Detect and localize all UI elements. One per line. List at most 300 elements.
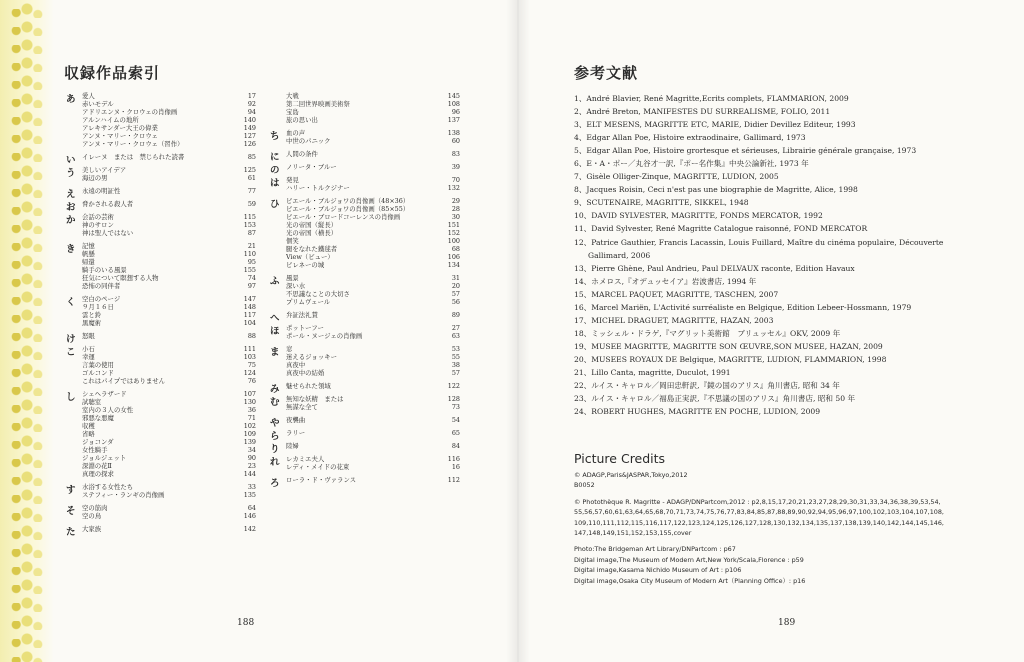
index-entries [82, 295, 256, 327]
entry-page: 125 [243, 166, 256, 174]
index-entry [286, 116, 460, 124]
index-entry [82, 153, 256, 161]
reference-item: 7、Gisèle Olliger-Zinque, MAGRITTE, LUDION, 2005 [574, 172, 779, 182]
index-entry [82, 274, 256, 282]
entry-title: レカミエ夫人 [286, 455, 325, 463]
index-entry [82, 483, 256, 491]
index-group [66, 295, 256, 327]
index-kana-heading: あ [66, 94, 76, 105]
entry-title: 真理の探求 [82, 470, 114, 478]
entry-page: 16 [451, 463, 460, 471]
index-kana-heading: け [66, 334, 76, 345]
entry-title: ポール・ヌージェの肖像画 [286, 332, 363, 340]
entry-title: 真夜中の結婚 [286, 369, 325, 377]
credit-line: 147,148,149,151,152,153,155,cover [574, 529, 692, 538]
index-kana-heading: れ [270, 457, 280, 468]
entry-page: 122 [447, 382, 460, 390]
index-entry [82, 438, 256, 446]
entry-page: 155 [243, 266, 256, 274]
entry-page: 71 [247, 414, 256, 422]
index-entry [286, 311, 460, 319]
entry-title: 会話の芸術 [82, 213, 114, 221]
entry-page: 116 [447, 455, 460, 463]
entry-title: 省略 [82, 430, 95, 438]
picture-credits-list [574, 470, 994, 586]
index-entry [82, 200, 256, 208]
reference-item: 2、André Breton, MANIFESTES DU SURREALISME, FOLIO, 2011 [574, 107, 831, 117]
entry-page: 104 [243, 319, 256, 327]
entry-title: ステフィー・ランギの肖像画 [82, 491, 165, 499]
entry-title: 永遠の明証性 [82, 187, 121, 195]
entry-title: ローラ・ド・ヴァランス [286, 476, 357, 484]
entry-page: 53 [451, 345, 460, 353]
index-entry [286, 332, 460, 340]
entry-title: 血の声 [286, 129, 306, 137]
index-entry [82, 398, 256, 406]
entry-page: 74 [247, 274, 256, 282]
entry-title: 光の帝国（縦長） [286, 221, 338, 229]
index-group [66, 153, 256, 166]
page-gutter [506, 0, 530, 662]
entry-title: 恐怖の同伴者 [82, 282, 121, 290]
index-entry [82, 525, 256, 533]
entry-title: ゴルコンド [82, 369, 114, 377]
index-entries [82, 332, 256, 340]
entry-title: 魅せられた領域 [286, 382, 331, 390]
entry-title: 腿をなれた鐵毬者 [286, 245, 338, 253]
entry-page: 34 [247, 446, 256, 454]
entry-page: 144 [243, 470, 256, 478]
entry-title: 神のサロン [82, 221, 114, 229]
index-group [270, 429, 460, 442]
entry-title: 室内の３人の女性 [82, 406, 134, 414]
entry-page: 145 [447, 92, 460, 100]
entry-page: 137 [447, 116, 460, 124]
entry-page: 109 [243, 430, 256, 438]
entry-page: 87 [247, 229, 256, 237]
index-kana-heading: こ [66, 347, 76, 358]
index-kana-heading: か [66, 215, 76, 226]
entry-title: 旅の思い出 [286, 116, 318, 124]
entry-page: 124 [243, 369, 256, 377]
index-entry [82, 414, 256, 422]
entry-page: 27 [451, 324, 460, 332]
page-number-left: 188 [237, 618, 255, 628]
index-entry [286, 229, 460, 237]
entry-title: 個笑 [286, 237, 299, 245]
entry-title: 怒眼 [82, 332, 95, 340]
entry-page: 56 [451, 298, 460, 306]
entry-title: 騎手のいる風景 [82, 266, 127, 274]
entry-title: 帰還 [82, 258, 95, 266]
entry-page: 63 [451, 332, 460, 340]
entry-page: 149 [243, 124, 256, 132]
index-entries [82, 390, 256, 478]
entry-title: 宝島 [286, 108, 299, 116]
index-entry [82, 229, 256, 237]
reference-item: 6、E・A・ポー／丸谷才一訳,『ポー名作集』中央公論新社, 1973 年 [574, 159, 809, 169]
index-entry [82, 221, 256, 229]
index-entry [82, 242, 256, 250]
reference-item: Gallimard, 2006 [588, 250, 651, 260]
index-entries [286, 150, 460, 158]
entry-title: シェヘラザード [82, 390, 127, 398]
entry-title: これはパイプではありません [82, 377, 166, 385]
entry-page: 134 [447, 261, 460, 269]
reference-item: 22、ルイス・キャロル／岡田忠軒訳,『鏡の国のアリス』角川書店, 昭和 34 年 [574, 381, 840, 391]
index-group [270, 197, 460, 269]
index-entry [286, 184, 460, 192]
index-entry [82, 454, 256, 462]
entry-page: 100 [447, 237, 460, 245]
reference-item: 11、David Sylvester, René Magritte Catalogue raisonné, FOND MERCATOR [574, 224, 868, 234]
index-entry [82, 446, 256, 454]
index-entries [82, 153, 256, 161]
index-entry [286, 324, 460, 332]
index-group [270, 311, 460, 324]
entry-title: ９月１６日 [82, 303, 114, 311]
index-group [66, 483, 256, 499]
index-entries [82, 213, 256, 237]
index-kana-heading: の [270, 165, 280, 176]
index-entries [286, 129, 460, 145]
index-entries [286, 429, 460, 437]
index-entries [82, 166, 256, 182]
index-kana-heading: え [66, 189, 76, 200]
entry-title: 空白のページ [82, 295, 121, 303]
credit-line: 55,56,57,60,61,63,64,65,68,70,71,73,74,75,76,77,83,84,85,87,88,89,90,92,94,95,96,97,100,102,103,104,107,108, [574, 508, 944, 517]
index-entry [286, 92, 460, 100]
index-kana-heading: に [270, 152, 280, 163]
entry-page: 146 [243, 512, 256, 520]
index-entry [286, 129, 460, 137]
entry-page: 140 [243, 116, 256, 124]
entry-title: 無知な妖精 または [286, 395, 344, 403]
index-entry [286, 361, 460, 369]
index-entries [82, 200, 256, 208]
credit-line: B0052 [574, 481, 595, 490]
index-entry [286, 290, 460, 298]
index-kana-heading: ち [270, 131, 280, 142]
entry-title: View（ビュー） [286, 253, 334, 261]
index-entry [286, 369, 460, 377]
index-kana-heading: は [270, 178, 280, 189]
entry-title: 大戦 [286, 92, 299, 100]
reference-item: 16、Marcel Mariën, L'Activité surréaliste en Belgique, Edition Lebeer-Hossmann, 1979 [574, 302, 912, 312]
entry-page: 111 [243, 345, 256, 353]
entry-title: 無謀な全て [286, 403, 318, 411]
entry-title: 大家族 [82, 525, 102, 533]
index-entry [82, 462, 256, 470]
entry-page: 70 [451, 176, 460, 184]
index-entry [286, 476, 460, 484]
entry-page: 138 [447, 129, 460, 137]
index-entry [82, 303, 256, 311]
entry-title: イレーヌ または 禁じられた読書 [82, 153, 185, 161]
index-entry [82, 140, 256, 148]
index-group [270, 455, 460, 471]
index-entry [286, 416, 460, 424]
index-kana-heading: た [66, 527, 76, 538]
index-entry [82, 353, 256, 361]
index-entries [286, 395, 460, 411]
index-entry [286, 261, 460, 269]
entry-title: 夜襲曲 [286, 416, 306, 424]
entry-page: 102 [243, 422, 256, 430]
entry-page: 20 [451, 282, 460, 290]
entry-title: ピエール・ブルジョワの肖像画（85×55） [286, 205, 410, 213]
credit-line: Digital image,Kasama Nichido Museum of Art : p106 [574, 566, 742, 575]
entry-page: 73 [451, 403, 460, 411]
index-entry [286, 403, 460, 411]
index-title: 収録作品索引 [64, 64, 161, 82]
entry-page: 64 [247, 504, 256, 512]
index-kana-heading: り [270, 444, 280, 455]
index-group [270, 382, 460, 395]
entry-page: 17 [247, 92, 256, 100]
index-kana-heading: き [66, 244, 76, 255]
entry-page: 57 [451, 290, 460, 298]
entry-page: 135 [243, 491, 256, 499]
index-entry [82, 132, 256, 140]
index-entry [82, 174, 256, 182]
index-entry [286, 382, 460, 390]
index-column-1 [66, 92, 256, 538]
entry-page: 89 [451, 311, 460, 319]
entry-title: 赤いモデル [82, 100, 114, 108]
index-entry [82, 250, 256, 258]
index-kana-heading: み [270, 384, 280, 395]
index-entries [286, 416, 460, 424]
entry-title: 言葉の使用 [82, 361, 114, 369]
index-group [270, 476, 460, 489]
entry-page: 33 [247, 483, 256, 491]
index-entry [82, 124, 256, 132]
index-group [270, 395, 460, 411]
entry-title: 発見 [286, 176, 299, 184]
index-group [66, 332, 256, 345]
index-entry [286, 353, 460, 361]
index-group [270, 150, 460, 163]
credit-line: © Photothèque R. Magritte - ADAGP/DNPartcom,2012 : p2,8,15,17,20,21,23,27,28,29,30,31,33,34,36,38,39,53,54, [574, 497, 941, 506]
entry-page: 92 [247, 100, 256, 108]
entry-page: 38 [451, 361, 460, 369]
entry-title: 空の筋肉 [82, 504, 108, 512]
index-entries [82, 483, 256, 499]
reference-item: 18、ミッシェル・ドラゲ,『マグリット美術館 ブリュッセル』OKV, 2009 年 [574, 328, 841, 338]
entry-title: ピエール・ブルジョワの肖像画（48×36） [286, 197, 410, 205]
index-kana-heading: く [66, 297, 76, 308]
entry-title: アンヌ・マリー・クロウェ（習作） [82, 140, 184, 148]
index-entries [286, 455, 460, 471]
index-column-2 [270, 92, 460, 489]
entry-page: 29 [451, 197, 460, 205]
entry-page: 127 [243, 132, 256, 140]
reference-item: 1、André Blavier, René Magritte,Ecrits complets, FLAMMARION, 2009 [574, 94, 849, 103]
entry-title: 収穫 [82, 422, 95, 430]
entry-title: 人間の条件 [286, 150, 318, 158]
entry-title: ピエール・ブロードコーレンスの肖像画 [286, 213, 401, 221]
index-entries [286, 92, 460, 124]
reference-item: 5、Edgar Allan Poe, Histoire grortesque et sérieuses, Librairie générale grançaise, 1973 [574, 146, 917, 156]
reference-item: 15、MARCEL PAQUET, MAGRITTE, TASCHEN, 2007 [574, 289, 779, 299]
index-entry [82, 369, 256, 377]
entry-page: 77 [247, 187, 256, 195]
index-kana-heading: い [66, 155, 76, 166]
reference-item: 20、MUSEES ROYAUX DE Belgique, MAGRITTE, LUDION, FLAMMARION, 1998 [574, 354, 887, 364]
index-entry [286, 274, 460, 282]
index-entry [286, 298, 460, 306]
entry-title: 女性騎手 [82, 446, 108, 454]
index-entry [82, 213, 256, 221]
index-entry [82, 319, 256, 327]
credit-line: Photo:The Bridgeman Art Library/DNPartcom : p67 [574, 545, 736, 554]
entry-page: 85 [247, 153, 256, 161]
index-entries [82, 92, 256, 148]
entry-page: 139 [243, 438, 256, 446]
index-entries [286, 274, 460, 306]
entry-page: 94 [247, 108, 256, 116]
index-entries [286, 476, 460, 484]
entry-title: ノリータ・ブルー [286, 163, 337, 171]
index-group [270, 129, 460, 145]
index-entry [82, 512, 256, 520]
index-group [66, 504, 256, 520]
entry-page: 130 [243, 398, 256, 406]
index-kana-heading: う [66, 168, 76, 179]
index-entry [286, 205, 460, 213]
index-entry [82, 491, 256, 499]
reference-item: 24、ROBERT HUGHES, MAGRITTE EN POCHE, LUDION, 2009 [574, 407, 821, 417]
entry-title: 狂気について瞑想する人物 [82, 274, 159, 282]
index-entry [82, 282, 256, 290]
entry-title: 雲と鈴 [82, 311, 102, 319]
entry-page: 126 [243, 140, 256, 148]
index-group [270, 274, 460, 306]
entry-title: 窓 [286, 345, 293, 353]
credit-line: 109,110,111,112,115,116,117,122,123,124,125,126,127,128,130,132,134,135,137,138,139,140,142,144,145,146, [574, 518, 944, 527]
reference-item: 19、MUSEE MAGRITTE, MAGRITTE SON ŒUVRE,SON MUSEE, HAZAN, 2009 [574, 341, 883, 351]
entry-title: 幸運 [82, 353, 95, 361]
references-title: 参考文献 [574, 64, 639, 82]
entry-page: 39 [451, 163, 460, 171]
entry-page: 31 [451, 274, 460, 282]
entry-title: 真夜中 [286, 361, 306, 369]
index-entry [286, 455, 460, 463]
entry-page: 148 [243, 303, 256, 311]
entry-page: 112 [447, 476, 460, 484]
entry-page: 21 [247, 242, 256, 250]
entry-page: 23 [247, 462, 256, 470]
entry-page: 59 [247, 200, 256, 208]
entry-title: ハリー・トルクジナー [286, 184, 350, 192]
entry-title: 中世のパニック [286, 137, 331, 145]
entry-title: アレキサンダー大王の偉業 [82, 124, 158, 132]
entry-page: 107 [243, 390, 256, 398]
index-group [270, 442, 460, 455]
index-kana-heading: ま [270, 347, 280, 358]
index-entry [286, 463, 460, 471]
index-group [66, 345, 256, 385]
index-group [270, 324, 460, 340]
index-kana-heading: ふ [270, 276, 280, 287]
index-entries [286, 345, 460, 377]
index-entries [286, 163, 460, 171]
entry-page: 128 [447, 395, 460, 403]
index-group [270, 92, 460, 124]
index-entry [82, 504, 256, 512]
entry-page: 75 [247, 361, 256, 369]
reference-item: 3、ELT MESENS, MAGRITTE ETC, MARIE, Didier Devillez Editeur, 1993 [574, 120, 856, 130]
entry-title: 水浴する女性たち [82, 483, 134, 491]
index-entry [82, 470, 256, 478]
entry-title: 迷えるジョッキー [286, 353, 337, 361]
credit-line: © ADAGP,Paris&JASPAR,Tokyo,2012 [574, 471, 688, 479]
entry-title: 愛人 [82, 92, 95, 100]
index-entries [82, 525, 256, 533]
index-entry [82, 345, 256, 353]
entry-page: 65 [451, 429, 460, 437]
index-entry [82, 108, 256, 116]
index-group [66, 213, 256, 237]
index-kana-heading: や [270, 418, 280, 429]
reference-item: 13、Pierre Ghène, Paul Andrieu, Paul DELVAUX raconte, Edition Havaux [574, 263, 855, 273]
entry-page: 57 [451, 369, 460, 377]
entry-page: 153 [243, 221, 256, 229]
entry-title: 弁証法礼賛 [286, 311, 318, 319]
index-entry [286, 108, 460, 116]
entry-title: アンヌ・マリー・クロウェ [82, 132, 158, 140]
entry-page: 90 [247, 454, 256, 462]
entry-page: 110 [243, 250, 256, 258]
entry-page: 97 [247, 282, 256, 290]
entry-title: 試聴室 [82, 398, 102, 406]
entry-title: レディ・メイドの花束 [286, 463, 350, 471]
index-entry [82, 430, 256, 438]
index-group [66, 242, 256, 290]
entry-title: 黒魔術 [82, 319, 102, 327]
entry-page: 132 [447, 184, 460, 192]
reference-item: 23、ルイス・キャロル／福島正実訳,『不思議の国のアリス』角川書店, 昭和 50 年 [574, 394, 856, 404]
index-entries [82, 242, 256, 290]
index-group [270, 176, 460, 192]
entry-title: 陸婦 [286, 442, 299, 450]
index-group [66, 166, 256, 182]
entry-page: 147 [243, 295, 256, 303]
entry-title: 深淵の花Ⅱ [82, 462, 112, 470]
index-entry [82, 390, 256, 398]
index-kana-heading: ほ [270, 326, 280, 337]
index-entries [286, 324, 460, 340]
credit-line: Digital image,The Museum of Modern Art,New York/Scala,Florence : p59 [574, 555, 804, 564]
reference-item: 10、DAVID SYLVESTER, MAGRITTE, FONDS MERCATOR, 1992 [574, 211, 823, 221]
index-entries [286, 382, 460, 390]
index-entry [286, 395, 460, 403]
index-entry [82, 422, 256, 430]
entry-page: 106 [447, 253, 460, 261]
index-group [66, 200, 256, 213]
index-entry [286, 253, 460, 261]
index-group [66, 187, 256, 200]
entry-title: アドリエンヌ・クロウェの肖像画 [82, 108, 178, 116]
references-list [574, 92, 994, 418]
reference-item: 9、SCUTENAIRE, MAGRITTE, SIKKEL, 1948 [574, 198, 749, 208]
entry-title: ラリー [286, 429, 306, 437]
index-entry [286, 345, 460, 353]
reference-item: 21、Lillo Canta, magritte, Duculot, 1991 [574, 367, 731, 377]
entry-title: 風景 [286, 274, 299, 282]
entry-title: 脅かされる殺人者 [82, 200, 134, 208]
